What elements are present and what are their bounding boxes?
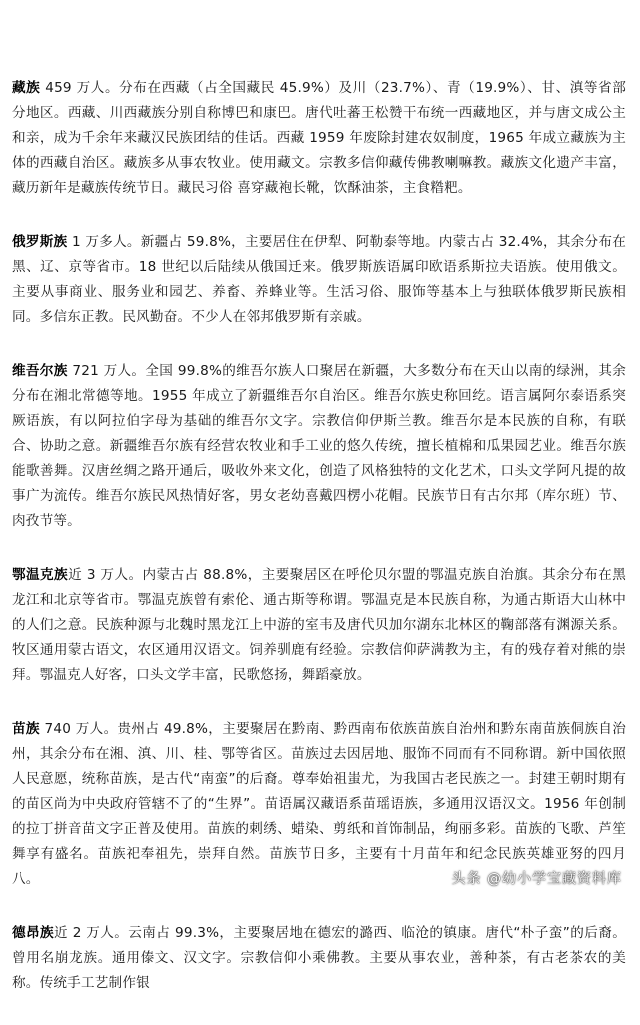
ethnic-name: 维吾尔族 bbox=[12, 363, 68, 379]
entry-evenki bbox=[12, 563, 626, 688]
ethnic-name: 藏族 bbox=[12, 80, 41, 96]
ethnic-name: 苗族 bbox=[12, 721, 40, 737]
entry-text: 721 万人。全国 99.8%的维吾尔族人口聚居在新疆，大多数分布在天山以南的绿洲，其余分布在湘北常德等地。1955 年成立了新疆维吾尔自治区。维吾尔族史称回纥。语言属阿尔泰语系突厥语族，有以阿拉伯字母为基础的维吾尔文字。宗教信仰伊斯兰教。维吾尔是本民族的自称，有联合、协助之意。新疆维吾尔族有经营农牧业和手工业的悠久传统，擅长植棉和瓜果园艺业。维吾尔族能歌善舞。汉唐丝绸之路开通后，吸收外来文化，创造了风格独特的文化艺术，口头文学阿凡提的故事广为流传。维吾尔族民风热情好客，男女老幼喜戴四楞小花帽。民族节日有古尔邦（库尔班）节、肉孜节等。 bbox=[12, 363, 626, 529]
entry-uyghur bbox=[12, 359, 626, 534]
entry-text: 1 万多人。新疆占 59.8%，主要居住在伊犁、阿勒泰等地。内蒙古占 32.4%，其余分布在黑、辽、京等省市。18 世纪以后陆续从俄国迁来。俄罗斯族语属印欧语系斯拉夫语族。使用俄文。主要从事商业、服务业和园艺、养畜、养蜂业等。生活习俗、服饰等基本上与独联体俄罗斯民族相同。多信东正教。民风勤奋。不少人在邻邦俄罗斯有亲戚。 bbox=[12, 234, 626, 325]
ethnic-name: 俄罗斯族 bbox=[12, 234, 68, 250]
entry-miao bbox=[12, 717, 626, 892]
entry-russian bbox=[12, 230, 626, 330]
entry-text: 近 3 万人。内蒙古占 88.8%，主要聚居区在呼伦贝尔盟的鄂温克族自治旗。其余分布在黑龙江和北京等省市。鄂温克族曾有索伦、通古斯等称谓。鄂温克是本民族自称，为通古斯语大山林中的人们之意。民族种源与北魏时黑龙江上中游的室韦及唐代贝加尔湖东北林区的鞠部落有渊源关系。牧区通用蒙古语文，农区通用汉语文。饲养驯鹿有经验。宗教信仰萨满教为主，有的残存着对熊的崇拜。鄂温克人好客，口头文学丰富，民歌悠扬，舞蹈豪放。 bbox=[12, 567, 626, 683]
entry-tibetan bbox=[12, 76, 626, 201]
ethnic-name: 德昂族 bbox=[12, 925, 54, 941]
entry-text: 459 万人。分布在西藏（占全国藏民 45.9%）及川（23.7%）、青（19.9%）、甘、滇等省部分地区。西藏、川西藏族分别自称博巴和康巴。唐代吐蕃王松赞干布统一西藏地区，并与唐文成公主和亲，成为千余年来藏汉民族团结的佳话。西藏 1959 年废除封建农奴制度，1965 年成立藏族为主体的西藏自治区。藏族多从事农牧业。使用藏文。宗教多信仰藏传佛教喇嘛教。藏族文化遗产丰富，藏历新年是藏族传统节日。藏民习俗 喜穿藏袍长靴，饮酥油茶，主食糌粑。 bbox=[12, 80, 626, 196]
entry-deang bbox=[12, 921, 626, 996]
ethnic-name: 鄂温克族 bbox=[12, 567, 69, 583]
watermark: 头条 @幼小学宝藏资料库 bbox=[451, 871, 622, 887]
entry-text: 740 万人。贵州占 49.8%，主要聚居在黔南、黔西南布依族苗族自治州和黔东南苗族侗族自治州，其余分布在湘、滇、川、桂、鄂等省区。苗族过去因居地、服饰不同而有不同称谓。新中国依照人民意愿，统称苗族，是古代“南蛮”的后裔。尊奉始祖蚩尤，为我国古老民族之一。封建王朝时期有的苗区尚为中央政府管辖不了的“生界”。苗语属汉藏语系苗瑶语族，多通用汉语汉文。1956 年创制的拉丁拼音苗文字正普及使用。苗族的刺绣、蜡染、剪纸和首饰制品，绚丽多彩。苗族的飞歌、芦笙舞享有盛名。苗族祀奉祖先，崇拜自然。苗族节日多，主要有十月苗年和纪念民族英雄亚努的四月八。 bbox=[12, 721, 626, 887]
entry-text: 近 2 万人。云南占 99.3%，主要聚居地在德宏的潞西、临沧的镇康。唐代“朴子蛮”的后裔。曾用名崩龙族。通用傣文、汉文字。宗教信仰小乘佛教。主要从事农业，善种茶，有古老茶农的美称。传统手工艺制作银 bbox=[12, 925, 626, 991]
